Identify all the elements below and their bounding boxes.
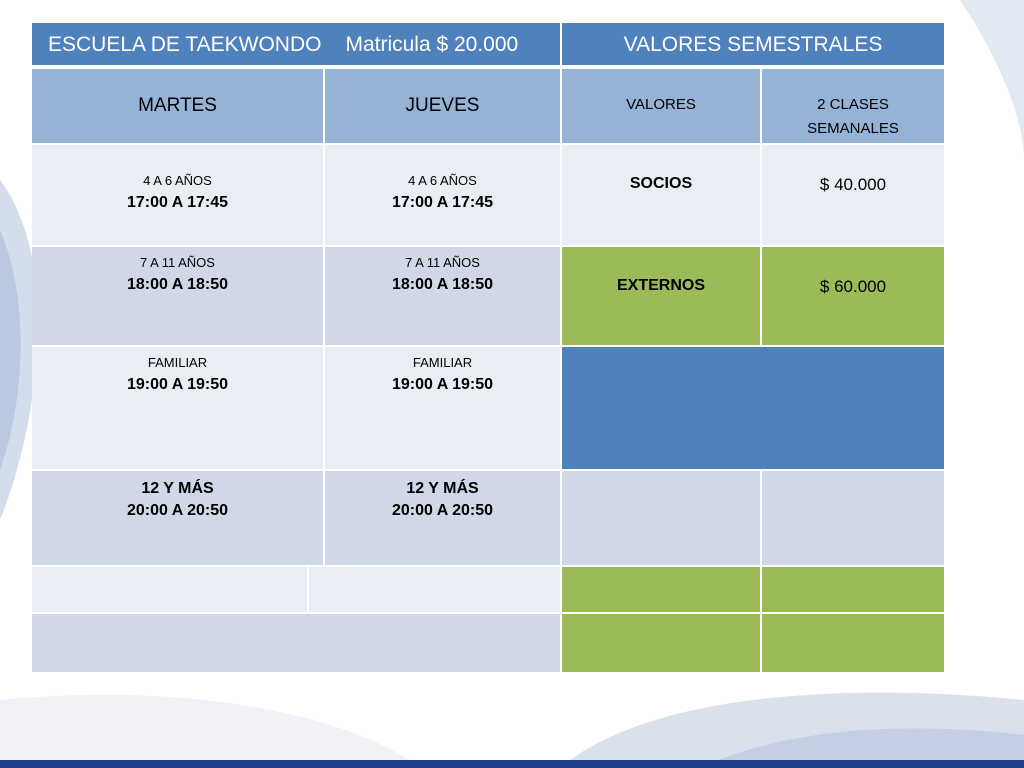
price-label-text: EXTERNOS [616,277,705,294]
schedule-cell-martes-3 [32,347,325,471]
school-title-cell [32,23,562,67]
price-label-text: SOCIOS [629,175,693,192]
time-label: 18:00 A 18:50 [391,276,494,293]
enrollment-price: Matricula $ 20.000 [345,33,519,56]
schedule-cell-jueves-1 [325,145,562,247]
header-clases [762,69,944,145]
empty-green-cell [562,567,762,614]
header-martes [32,69,325,145]
group-label: 7 A 11 AÑOS [140,255,215,270]
price-value-externos [762,247,944,347]
empty-cell [762,471,944,567]
header-valores [562,69,762,145]
empty-cell [32,567,309,614]
schedule-cell-jueves-4 [325,471,562,567]
group-label: 7 A 11 AÑOS [405,255,480,270]
empty-cell [309,567,562,614]
time-label: 17:00 A 17:45 [391,194,494,211]
time-label: 19:00 A 19:50 [391,376,494,393]
group-label: 12 Y MÁS [141,480,214,497]
empty-cell [32,614,562,672]
empty-green-cell [762,567,944,614]
group-label: 4 A 6 AÑOS [143,173,212,188]
price-value-text: $ 40.000 [819,175,887,194]
header-martes-label: MARTES [138,95,217,116]
group-label: 4 A 6 AÑOS [408,173,477,188]
schedule-cell-martes-2 [32,247,325,347]
time-label: 17:00 A 17:45 [126,194,229,211]
school-title: ESCUELA DE TAEKWONDO [48,33,322,56]
prices-title-cell [562,23,944,67]
empty-cell [562,471,762,567]
schedule-cell-martes-1 [32,145,325,247]
time-label: 19:00 A 19:50 [126,376,229,393]
group-label: 12 Y MÁS [406,480,479,497]
schedule-cell-martes-4 [32,471,325,567]
prices-title: VALORES SEMESTRALES [623,33,883,56]
schedule-cell-jueves-3 [325,347,562,471]
schedule-table [32,23,944,673]
group-label: FAMILIAR [147,355,208,370]
group-label: FAMILIAR [412,355,473,370]
price-label-socios [562,145,762,247]
price-value-socios [762,145,944,247]
header-valores-label: VALORES [626,96,696,113]
empty-green-cell [762,614,944,672]
empty-blue-cell [562,347,944,471]
header-clases-line1: 2 CLASES [817,96,889,113]
schedule-cell-jueves-2 [325,247,562,347]
time-label: 20:00 A 20:50 [391,502,494,519]
time-label: 18:00 A 18:50 [126,276,229,293]
header-clases-line2: SEMANALES [807,120,899,137]
price-value-text: $ 60.000 [819,277,887,296]
empty-green-cell [562,614,762,672]
header-jueves-label: JUEVES [405,95,480,116]
header-jueves [325,69,562,145]
price-label-externos [562,247,762,347]
bottom-bar [0,760,1024,768]
time-label: 20:00 A 20:50 [126,502,229,519]
